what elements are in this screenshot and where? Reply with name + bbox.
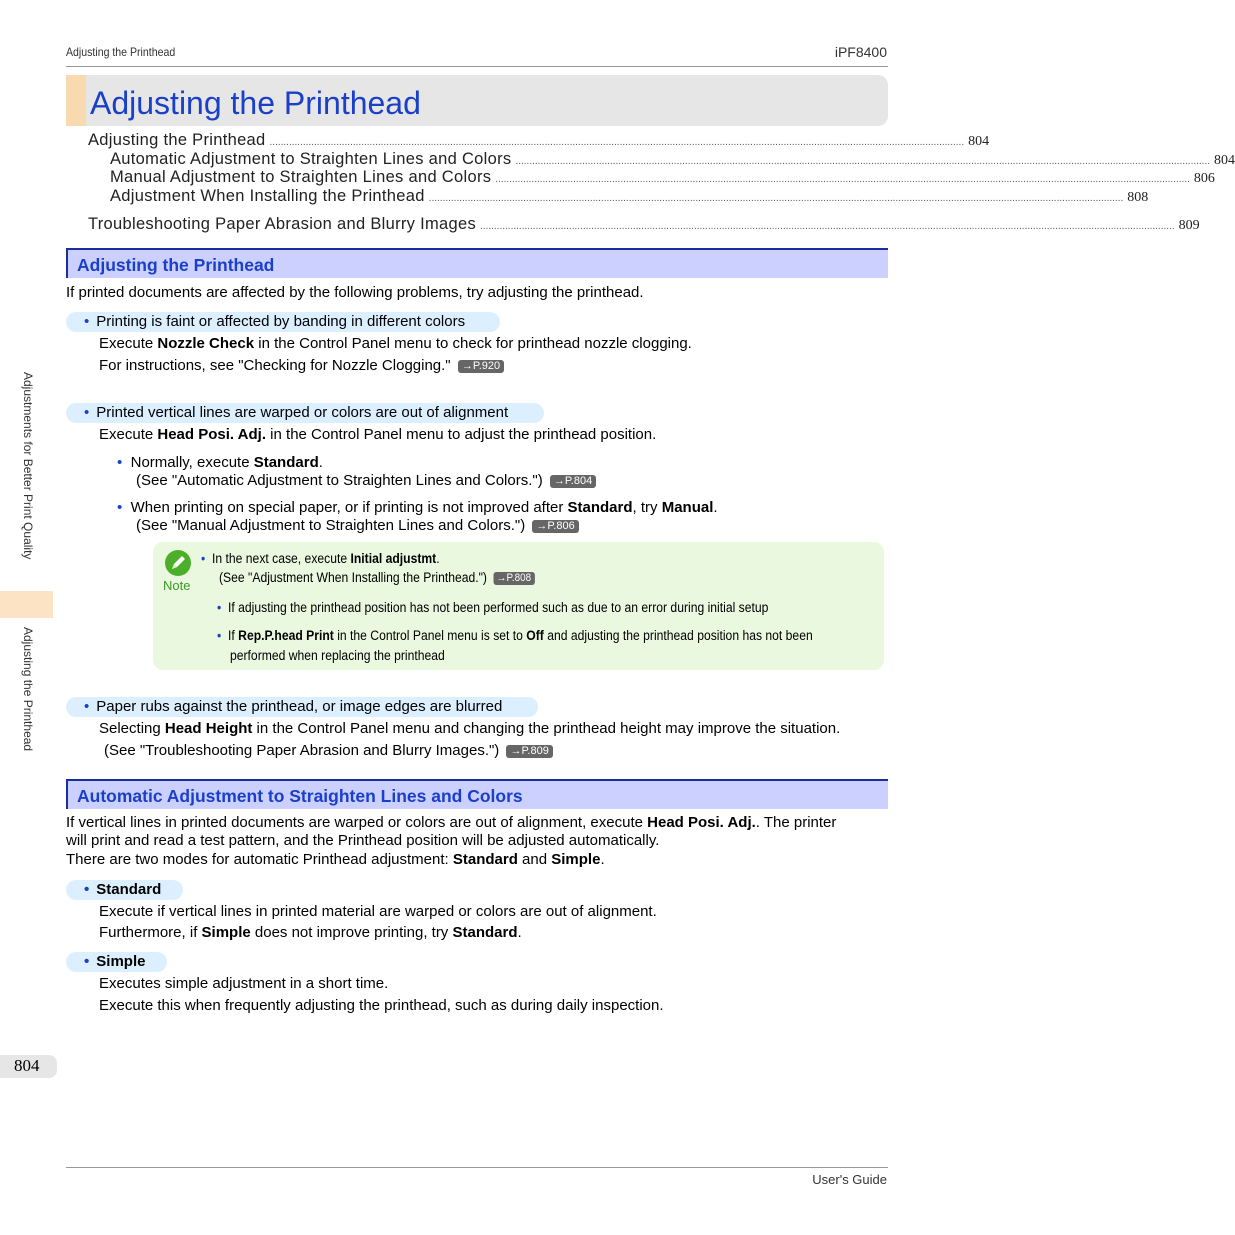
bullet-dot-icon: • — [84, 881, 90, 898]
note-item-continued: performed when replacing the printhead — [230, 648, 445, 663]
text: When printing on special paper, or if printing is not improved after — [130, 499, 568, 516]
text: in the Control Panel menu to check for printhead nozzle clogging. — [254, 335, 692, 352]
page-number: 804 — [14, 1056, 40, 1075]
header-divider — [66, 66, 888, 67]
toc-leader: .......................................................................................................................................................................................................................................................... — [495, 174, 1190, 185]
toc-leader: .......................................................................................................................................................................................................................................................... — [428, 193, 1124, 204]
problem-label: Printed vertical lines are warped or colors are out of alignment — [96, 404, 509, 421]
menu-term: Standard — [567, 499, 633, 516]
menu-term: Nozzle Check — [157, 335, 255, 352]
menu-term: Head Posi. Adj. — [647, 814, 756, 831]
note-pencil-icon — [164, 549, 192, 577]
menu-term: Standard — [452, 924, 518, 941]
text: If adjusting the printhead position has not been performed such as due to an error during initial setup — [228, 600, 769, 615]
paragraph: Executes simple adjustment in a short time. — [99, 975, 389, 992]
text: Furthermore, if — [99, 924, 202, 941]
toc-item[interactable] — [88, 215, 1200, 234]
text: In the next case, execute — [212, 551, 351, 566]
toc-item-page: 804 — [968, 134, 990, 149]
text: If — [228, 628, 239, 643]
section-heading: Automatic Adjustment to Straighten Lines and Colors — [77, 786, 523, 806]
paragraph — [136, 517, 579, 534]
page-ref-link[interactable]: →P.804 — [550, 475, 596, 488]
bullet-dot-icon: • — [117, 499, 123, 516]
section-heading-bar — [66, 248, 888, 278]
text: , try — [632, 499, 662, 516]
note-label: Note — [163, 578, 191, 593]
title-accent-bar — [66, 75, 86, 126]
page-number-tab — [0, 1055, 57, 1078]
note-box — [153, 542, 884, 670]
toc-item[interactable] — [110, 168, 1215, 187]
section-intro: If printed documents are affected by the following problems, try adjusting the printhead. — [66, 284, 644, 301]
menu-term: Head Posi. Adj. — [157, 426, 267, 443]
toc-item-label: Adjusting the Printhead — [88, 131, 266, 149]
paragraph — [66, 851, 605, 868]
bullet-dot-icon: • — [217, 628, 222, 643]
toc-item-page: 808 — [1127, 190, 1149, 205]
paragraph — [66, 814, 836, 831]
toc-leader: .......................................................................................................................................................................................................................................................... — [269, 137, 965, 148]
menu-term: Rep.P.head Print — [238, 628, 334, 643]
text: . — [600, 851, 605, 868]
toc-item-label: Automatic Adjustment to Straighten Lines and Colors — [110, 150, 512, 168]
mode-label-pill — [66, 880, 183, 900]
note-line — [201, 551, 440, 566]
text: in the Control Panel menu and changing the printhead height may improve the situation. — [252, 720, 841, 737]
page-ref-link[interactable]: →P.808 — [493, 572, 535, 585]
footer-divider — [66, 1167, 888, 1168]
paragraph — [99, 426, 656, 443]
toc-item-label: Troubleshooting Paper Abrasion and Blurry Images — [88, 215, 477, 233]
sub-item — [117, 454, 323, 471]
text: and adjusting the printhead position has not been — [543, 628, 813, 643]
bullet-dot-icon: • — [84, 404, 90, 421]
text: . — [436, 551, 440, 566]
running-header-section: Adjusting the Printhead — [66, 45, 176, 59]
paragraph — [136, 472, 596, 489]
paragraph: Execute if vertical lines in printed material are warped or colors are out of alignment. — [99, 903, 657, 920]
section-heading-bar — [66, 779, 888, 809]
toc-item-page: 806 — [1193, 171, 1215, 186]
toc-item[interactable] — [110, 187, 1149, 206]
toc-leader: .......................................................................................................................................................................................................................................................... — [480, 221, 1175, 232]
menu-term: Initial adjustmt — [350, 551, 437, 566]
sidebar-tab-marker — [0, 591, 53, 618]
page-ref-link[interactable]: →P.920 — [458, 360, 504, 373]
section-heading: Adjusting the Printhead — [77, 255, 275, 275]
paragraph — [99, 357, 504, 374]
running-header-model: iPF8400 — [834, 44, 887, 60]
bullet-dot-icon: • — [117, 454, 123, 471]
sub-item — [117, 499, 718, 516]
text: Selecting — [99, 720, 165, 737]
page-ref-link[interactable]: →P.806 — [532, 520, 578, 533]
mode-label-pill — [66, 952, 167, 972]
paragraph — [99, 924, 522, 941]
paragraph — [99, 335, 692, 352]
text: in the Control Panel menu is set to — [333, 628, 527, 643]
mode-label: Simple — [96, 953, 146, 970]
toc-item-label: Manual Adjustment to Straighten Lines and Colors — [110, 168, 492, 186]
menu-term: Simple — [551, 851, 601, 868]
text: . The printer — [755, 814, 837, 831]
toc-item[interactable] — [88, 131, 990, 150]
toc-item-page: 804 — [1214, 153, 1235, 168]
text: For instructions, see "Checking for Nozzle Clogging." — [99, 357, 455, 374]
sidebar-chapter-label: Adjustments for Better Print Quality — [21, 372, 35, 560]
toc-leader: .......................................................................................................................................................................................................................................................... — [515, 156, 1211, 167]
problem-label: Paper rubs against the printhead, or image edges are blurred — [96, 698, 503, 715]
chapter-title-box — [66, 75, 888, 126]
text: does not improve printing, try — [250, 924, 453, 941]
toc-item[interactable] — [110, 150, 1235, 169]
bullet-dot-icon: • — [84, 698, 90, 715]
text: . — [713, 499, 718, 516]
note-item — [217, 600, 768, 615]
bullet-dot-icon: • — [84, 953, 90, 970]
text: (See "Adjustment When Installing the Printhead.") — [219, 570, 491, 585]
text: Normally, execute — [130, 454, 254, 471]
page-ref-link[interactable]: →P.809 — [506, 745, 552, 758]
problem-label-pill — [66, 403, 544, 423]
text: (See "Troubleshooting Paper Abrasion and Blurry Images.") — [104, 742, 504, 759]
menu-term: Manual — [661, 499, 714, 516]
bullet-dot-icon: • — [201, 551, 206, 566]
mode-label: Standard — [96, 881, 162, 898]
text: . — [318, 454, 323, 471]
paragraph — [99, 720, 840, 737]
paragraph: Execute this when frequently adjusting the printhead, such as during daily inspection. — [99, 997, 664, 1014]
text: Execute — [99, 426, 158, 443]
footer-guide-name: User's Guide — [812, 1172, 887, 1187]
menu-term: Off — [526, 628, 544, 643]
note-item — [217, 628, 813, 643]
text: Execute — [99, 335, 158, 352]
text: (See "Manual Adjustment to Straighten Lines and Colors.") — [136, 517, 530, 534]
problem-label: Printing is faint or affected by banding in different colors — [96, 313, 466, 330]
text: in the Control Panel menu to adjust the printhead position. — [266, 426, 657, 443]
bullet-dot-icon: • — [217, 600, 222, 615]
menu-term: Simple — [201, 924, 251, 941]
page-title: Adjusting the Printhead — [90, 85, 421, 121]
text: and — [517, 851, 552, 868]
menu-term: Standard — [253, 454, 319, 471]
toc-item-page: 809 — [1178, 218, 1200, 233]
paragraph: will print and read a test pattern, and the Printhead position will be adjusted automatically. — [66, 832, 660, 849]
text: If vertical lines in printed documents are warped or colors are out of alignment, execute — [66, 814, 648, 831]
sidebar-section-label: Adjusting the Printhead — [21, 627, 35, 752]
problem-label-pill — [66, 697, 538, 717]
text: . — [517, 924, 522, 941]
menu-term: Standard — [452, 851, 518, 868]
note-line — [219, 570, 535, 585]
bullet-dot-icon: • — [84, 313, 90, 330]
text: There are two modes for automatic Printhead adjustment: — [66, 851, 453, 868]
problem-label-pill — [66, 312, 500, 332]
toc-item-label: Adjustment When Installing the Printhead — [110, 187, 425, 205]
menu-term: Head Height — [164, 720, 253, 737]
paragraph — [104, 742, 553, 759]
text: (See "Automatic Adjustment to Straighten Lines and Colors.") — [136, 472, 547, 489]
